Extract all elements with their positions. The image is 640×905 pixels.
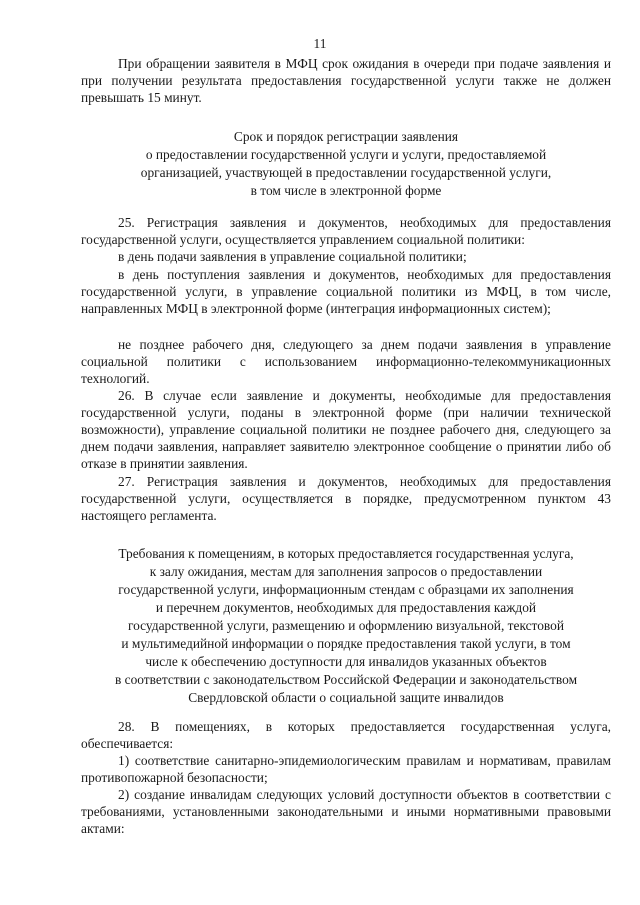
paragraph-28-item-1: 1) соответствие санитарно-эпидемиологическим правилам и нормативам, правилам противопожарной безопасности; [81,753,611,785]
paragraph-25: 25. Регистрация заявления и документов, необходимых для предоставления государственной услуги, осуществляется управлением социальной политики: [81,215,611,247]
paragraph-26: 26. В случае если заявление и документы, необходимые для предоставления государственной услуги, поданы в электронной форме (при наличии технической возможности), управление социальной политики не позднее рабочего дня, следующего за днем подачи заявления, направляет заявителю электронное сообщение о принятии либо об отказе в принятии заявления. [81,388,611,471]
paragraph-25-item-2: в день поступления заявления и документов, необходимых для предоставления государственной услуги, в управление социальной политики из МФЦ, в том числе, направленных МФЦ в электронной форме (интеграция информационных систем); [81,267,611,316]
paragraph-28: 28. В помещениях, в которых предоставляется государственная услуга, обеспечивается: [81,719,611,751]
heading-premises-line: числе к обеспечению доступности для инвалидов указанных объектов [145,654,547,669]
heading-registration-line: о предоставлении государственной услуги и услуги, предоставляемой [145,147,547,162]
heading-registration-line: в том числе в электронной форме [250,183,442,198]
paragraph-28-item-2: 2) создание инвалидам следующих условий доступности объектов в соответствии с требованиями, установленными законодательными и иными нормативными правовыми актами: [81,787,611,836]
heading-premises-line: к залу ожидания, местам для заполнения запросов о предоставлении [149,564,543,579]
heading-registration-line: Срок и порядок регистрации заявления [233,129,459,144]
heading-premises-line: Свердловской области о социальной защите инвалидов [188,690,504,705]
heading-premises-line: государственной услуги, размещению и оформлению визуальной, текстовой [127,618,565,633]
paragraph-25-item-1: в день подачи заявления в управление социальной политики; [118,249,467,264]
heading-premises-line: государственной услуги, информационным стендам с образцами их заполнения [118,582,574,597]
paragraph-27: 27. Регистрация заявления и документов, необходимых для предоставления государственной услуги, осуществляется в порядке, предусмотренном пунктом 43 настоящего регламента. [81,474,611,523]
heading-premises-line: и мультимедийной информации о порядке предоставления такой услуги, в том [121,636,571,651]
heading-premises-line: Требования к помещениям, в которых предоставляется государственная услуга, [118,546,574,561]
paragraph-25-item-3: не позднее рабочего дня, следующего за днем подачи заявления в управление социальной политики с использованием информационно-телекоммуникационных технологий. [81,337,611,386]
heading-registration-line: организацией, участвующей в предоставлении государственной услуги, [140,165,552,180]
heading-premises-line: и перечнем документов, необходимых для предоставления каждой [155,600,537,615]
page-number: 11 [313,36,327,51]
intro-paragraph: При обращении заявителя в МФЦ срок ожидания в очереди при подаче заявления и при получении результата предоставления государственной услуги также не должен превышать 15 минут. [81,56,611,105]
heading-premises-line: в соответствии с законодательством Российской Федерации и законодательством [114,672,578,687]
